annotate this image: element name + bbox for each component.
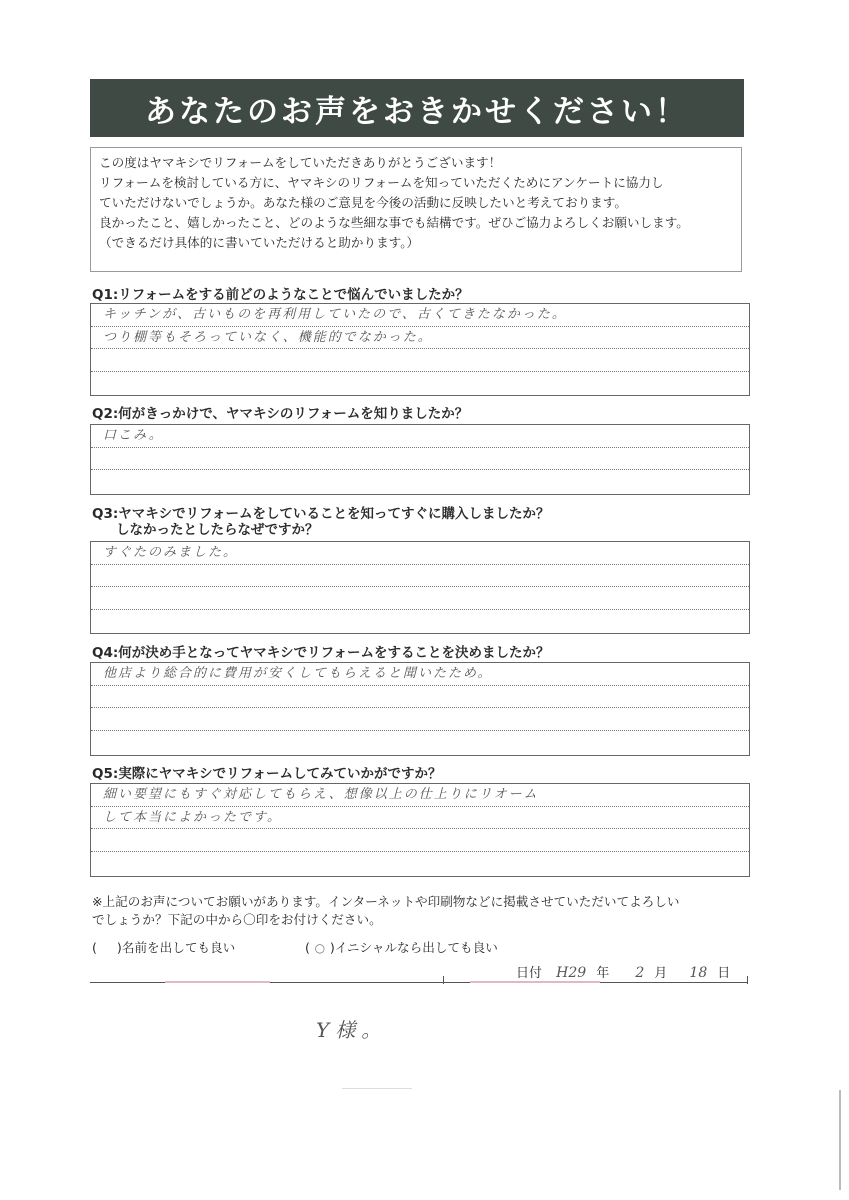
answer-line[interactable] [91,829,749,852]
option-label: 名前を出しても良い [121,940,236,955]
question-2-label: Q2:何がきっかけで、ヤマキシのリフォームを知りましたか？ [92,406,469,422]
survey-title: あなたのお声をおきかせください！ [145,93,689,130]
question-3-answer[interactable] [90,541,750,634]
signature-divider-tick [443,976,444,984]
question-5-answer[interactable] [90,783,750,877]
answer-line[interactable]: キッチンが、古いものを再利用していたので、古くてきたなかった。 [91,304,749,327]
answer-line[interactable] [91,731,749,754]
answer-line[interactable]: して本当によかったです。 [91,807,749,830]
intro-line: 良かったこと、嬉しかったこと、どのような些細な事でも結構です。ぜひご協力よろしくお願いします。 [99,215,689,230]
question-5-label: Q5:実際にヤマキシでリフォームしてみていかがですか？ [92,766,442,782]
year-suffix: 年 [596,966,610,981]
signature-end-tick [747,976,748,984]
consent-request [92,893,679,929]
consent-line: ※上記のお声についてお願いがあります。インターネットや印刷物などに掲載させていただいてよろしい [92,894,680,909]
option-label: イニシャルなら出しても良い [334,940,498,955]
month-suffix: 月 [654,966,668,981]
intro-line: （できるだけ具体的に書いていただけると助かります。） [99,235,420,250]
circle-mark-icon[interactable]: ○ [314,941,326,955]
faint-scan-line [342,1088,412,1089]
survey-title-banner [90,79,744,137]
question-1-answer[interactable] [90,303,750,396]
answer-line[interactable]: つり棚等もそろっていなく、機能的でなかった。 [91,327,749,350]
option-name-ok[interactable]: ( )名前を出しても良い [92,940,236,955]
date-label: 日付 [516,966,543,981]
intro-line: ていただけないでしょうか。あなた様のご意見を今後の活動に反映したいと考えております。 [99,195,627,210]
highlight-mark [470,981,600,983]
question-3-label [92,506,549,538]
answer-line[interactable] [91,372,749,395]
answer-line[interactable] [91,349,749,372]
answer-line[interactable] [91,686,749,709]
answer-line[interactable] [91,587,749,610]
date-field[interactable] [516,962,730,981]
question-3-label-main: Q3:ヤマキシでリフォームをしていることを知ってすぐに購入しましたか？ [92,506,550,522]
answer-line[interactable] [91,470,749,493]
answer-line[interactable] [91,610,749,633]
date-era-year[interactable]: H29 [556,965,587,981]
day-suffix: 日 [717,966,731,981]
date-day[interactable]: 18 [689,965,708,981]
answer-line[interactable] [91,852,749,875]
answer-line[interactable] [91,708,749,731]
customer-signature: Y様。 [316,1018,388,1042]
question-4-answer[interactable] [90,662,750,756]
answer-line[interactable] [91,448,749,471]
intro-message-box [90,147,742,272]
date-month[interactable]: 2 [635,965,645,981]
answer-line[interactable]: 他店より総合的に費用が安くしてもらえると聞いたため。 [91,663,749,686]
answer-line[interactable]: 細い要望にもすぐ対応してもらえ、想像以上の仕上りにリオーム [91,784,749,807]
question-1-label: Q1:リフォームをする前どのようなことで悩んでいましたか？ [92,287,469,303]
question-3-label-sub: しなかったとしたらなぜですか？ [116,522,319,538]
answer-line[interactable]: すぐたのみました。 [91,542,749,565]
scan-edge-line [839,1090,841,1190]
answer-line[interactable] [91,565,749,588]
option-initials-ok[interactable]: ( ○ )イニシャルなら出しても良い [305,940,498,955]
question-2-answer[interactable] [90,424,750,495]
consent-line: でしょうか？下記の中から〇印をお付けください。 [92,912,382,927]
intro-line: この度はヤマキシでリフォームをしていただきありがとうございます！ [99,155,502,170]
question-4-label: Q4:何が決め手となってヤマキシでリフォームをすることを決めましたか？ [92,645,550,661]
highlight-mark [165,981,270,983]
answer-line[interactable]: 口こみ。 [91,425,749,448]
intro-line: リフォームを検討している方に、ヤマキシのリフォームを知っていただくためにアンケートに協力し [99,175,664,190]
